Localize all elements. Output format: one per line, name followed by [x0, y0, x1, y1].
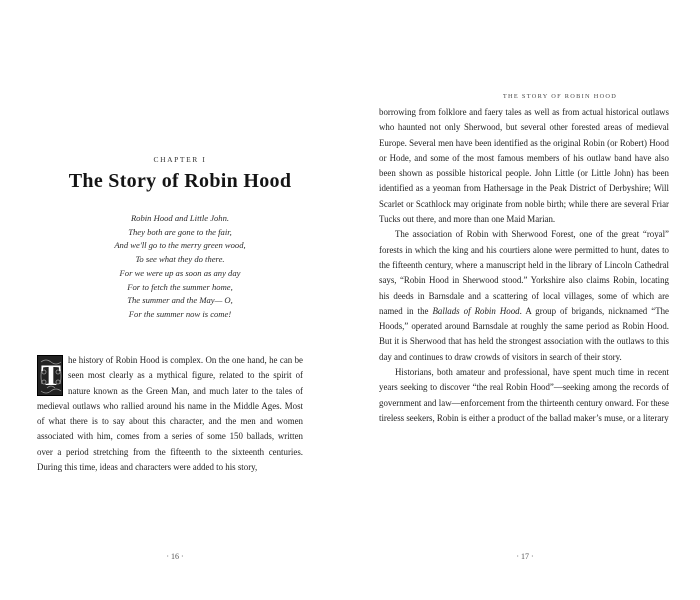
left-body-text — [37, 353, 303, 475]
ballads-title: Ballads of Robin Hood — [432, 305, 520, 316]
right-paragraph-1: borrowing from folklore and faery tales as well as from actual historical outlaws who haunted not only Sherwood, but several other forested areas of medieval Europe. Several men have been identified as the original Robin (or Robert) Hood or Hode, and some of the most famous members of his outlaw band have also been shown as possible historical people. John Little (or Little John) has been identified as a yeoman from Hathersage in the Peak District of Derbyshire; Will Scarlet or Scathlock may originate from noble birth; while there are several Friar Tucks out there, and more than one Maid Marian. — [379, 107, 669, 225]
epigraph-line: For to fetch the summer home, — [127, 281, 233, 292]
running-head: THE STORY OF ROBIN HOOD — [502, 93, 618, 100]
right-paragraph-2 — [379, 227, 669, 365]
paragraph-2-text-a: The association of Robin with Sherwood Forest, one of the great “royal” forests in which the king and his courtiers alone were permitted to hunt, dates to the fifteenth century, where a manuscript held in the library of Lincoln Cathedral says, “Robin Hood in Sherwood stood.” Yorkshire also claims Robin, locating his deeds in Barnsdale and a scattering of local villages, some of which are named in the — [379, 229, 669, 316]
left-paragraph: he history of Robin Hood is complex. On the one hand, he can be seen most clearly as a mythical figure, related to the spirit of nature known as the Green Man, and much later to the tales of medieval outlaws who rallied around his name in the Middle Ages. Most of what there is to say about this character, and the men and women associated with him, comes from a series of some 150 ballads, written over a period stretching from the fifteenth to the sixteenth centuries. During this time, ideas and characters were added to his story, — [37, 355, 303, 473]
epigraph-line: The summer and the May— O, — [127, 295, 233, 306]
epigraph-line: For the summer now is come! — [128, 308, 232, 319]
ornamental-drop-cap — [37, 355, 63, 396]
right-page — [350, 0, 700, 600]
right-body-text — [379, 105, 669, 426]
page-number-right: · 17 · — [516, 552, 534, 561]
page-number-left: · 16 · — [166, 552, 184, 561]
right-paragraph-3: Historians, both amateur and professional, have spent much time in recent years seeking to discover “the real Robin Hood”—seeking among the records of government and law—enforcement from the thirteenth century onward. For these tireless seekers, Robin is either a product of the ballad maker’s muse, or a literary — [379, 367, 669, 423]
epigraph-line: And we'll go to the merry green wood, — [114, 240, 246, 251]
epigraph-line: Robin Hood and Little John. — [130, 213, 230, 223]
epigraph-line: They both are gone to the fair, — [128, 226, 232, 237]
epigraph-line: To see what they do there. — [135, 254, 225, 265]
epigraph-line: For we were up as soon as any day — [119, 267, 241, 278]
paragraph-2-text-b: . A group of brigands, nicknamed “The Hoods,” operated around Barnsdale at roughly the same period as Robin Hood. But it is Sherwood that has held the strongest association with the outlaws to this day and continues to draw crowds of visitors in search of their story. — [379, 305, 669, 362]
chapter-label: CHAPTER I — [153, 155, 207, 164]
chapter-title: The Story of Robin Hood — [68, 170, 292, 192]
drop-cap-letter: T — [40, 359, 61, 392]
epigraph — [60, 212, 300, 322]
